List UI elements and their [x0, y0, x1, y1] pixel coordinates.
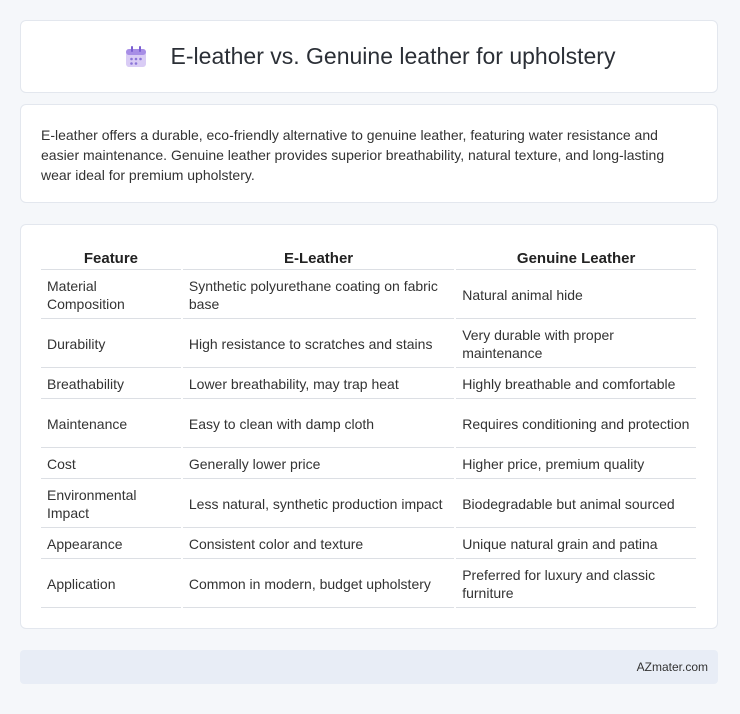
table-row [41, 481, 696, 528]
table-row [41, 450, 696, 479]
e-leather-cell: Synthetic polyurethane coating on fabric base [183, 272, 454, 319]
feature-cell: Material Composition [41, 272, 181, 319]
footer [20, 650, 718, 684]
feature-cell: Cost [41, 450, 181, 479]
genuine-leather-cell: Higher price, premium quality [456, 450, 696, 479]
e-leather-cell: Lower breathability, may trap heat [183, 370, 454, 399]
comparison-table [39, 245, 698, 610]
genuine-leather-cell: Preferred for luxury and classic furniture [456, 561, 696, 608]
column-header-feature: Feature [41, 247, 181, 270]
e-leather-cell: Easy to clean with damp cloth [183, 401, 454, 448]
column-header-e-leather: E-Leather [183, 247, 454, 270]
footer-site-link[interactable]: AZmater.com [636, 660, 708, 674]
genuine-leather-cell: Highly breathable and comfortable [456, 370, 696, 399]
table-row [41, 370, 696, 399]
table-row [41, 561, 696, 608]
feature-cell: Environmental Impact [41, 481, 181, 528]
feature-cell: Application [41, 561, 181, 608]
intro-text: E-leather offers a durable, eco-friendly alternative to genuine leather, featuring water resistance and easier maintenance. Genuine leather provides superior breathability, natural texture, and long-lasting wear ideal for premium upholstery. [41, 127, 665, 183]
page-title: E-leather vs. Genuine leather for upholstery [170, 43, 616, 69]
genuine-leather-cell: Requires conditioning and protection [456, 401, 696, 448]
e-leather-cell: Consistent color and texture [183, 530, 454, 559]
feature-cell: Appearance [41, 530, 181, 559]
e-leather-cell: High resistance to scratches and stains [183, 321, 454, 368]
table-row [41, 272, 696, 319]
genuine-leather-cell: Unique natural grain and patina [456, 530, 696, 559]
table-row [41, 321, 696, 368]
title-card [20, 20, 718, 93]
feature-cell: Maintenance [41, 401, 181, 448]
genuine-leather-cell: Biodegradable but animal sourced [456, 481, 696, 528]
feature-cell: Breathability [41, 370, 181, 399]
genuine-leather-cell: Very durable with proper maintenance [456, 321, 696, 368]
e-leather-cell: Less natural, synthetic production impact [183, 481, 454, 528]
table-row [41, 401, 696, 448]
intro-card [20, 104, 718, 203]
comparison-table-card [20, 224, 718, 629]
feature-cell: Durability [41, 321, 181, 368]
e-leather-cell: Generally lower price [183, 450, 454, 479]
table-row [41, 530, 696, 559]
genuine-leather-cell: Natural animal hide [456, 272, 696, 319]
table-header-row [41, 247, 696, 270]
e-leather-cell: Common in modern, budget upholstery [183, 561, 454, 608]
calendar-icon [123, 44, 149, 70]
column-header-genuine-leather: Genuine Leather [456, 247, 696, 270]
